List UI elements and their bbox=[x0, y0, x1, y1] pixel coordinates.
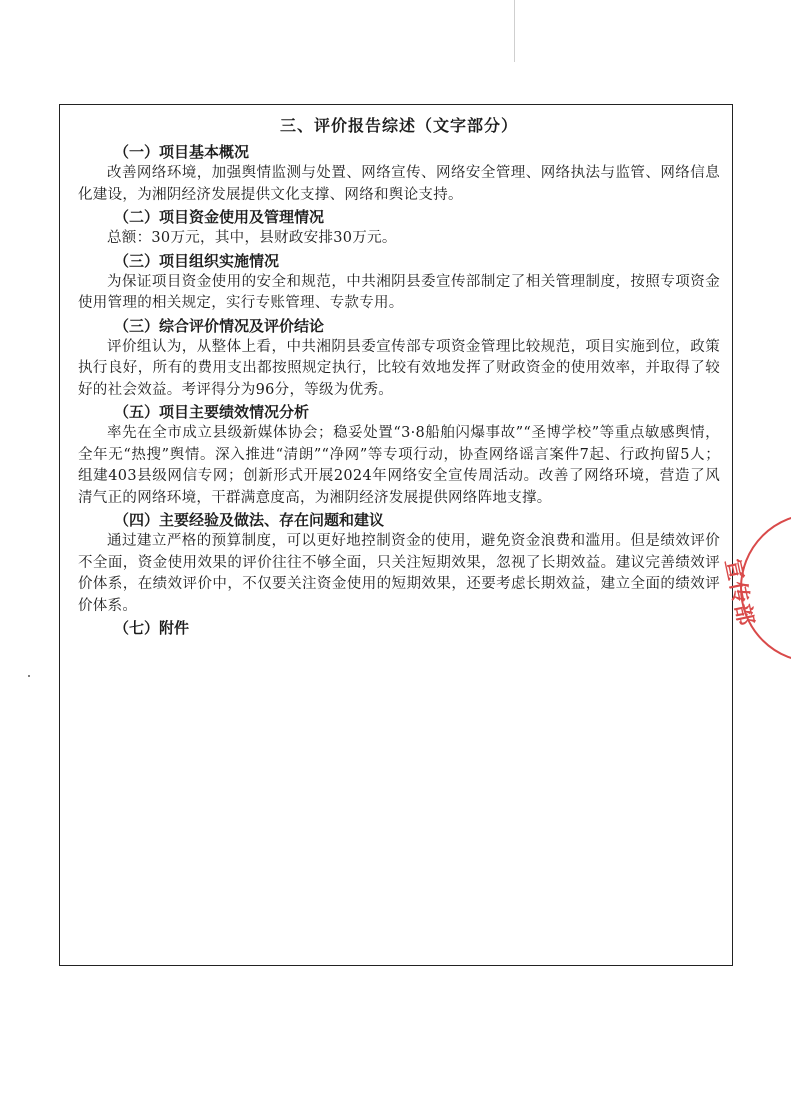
section-heading: （七）附件 bbox=[114, 619, 190, 637]
section-heading: （五）项目主要绩效情况分析 bbox=[114, 403, 310, 421]
section-paragraph: 总额：30万元，其中，县财政安排30万元。 bbox=[107, 230, 397, 246]
section-experience-problems bbox=[78, 510, 720, 617]
section-heading: （三）综合评价情况及评价结论 bbox=[114, 316, 325, 335]
scan-fold-line bbox=[514, 0, 515, 62]
page-title: 三、评价报告综述（文字部分） bbox=[279, 116, 518, 135]
section-paragraph: 评价组认为，从整体上看，中共湘阴县委宣传部专项资金管理比较规范，项目实施到位，政策执行良好，所有的费用支出都按照规定执行，比较有效地发挥了财政资金的使用效率，并取得了较好的社会效益。考评得分为96分，等级为优秀。 bbox=[78, 338, 720, 398]
section-heading: （四）主要经验及做法、存在问题和建议 bbox=[114, 511, 385, 529]
section-heading: （一）项目基本概况 bbox=[114, 143, 250, 161]
section-funds-usage bbox=[78, 207, 720, 250]
section-paragraph: 改善网络环境，加强舆情监测与处置、网络宣传、网络安全管理、网络执法与监管、网络信息化建设，为湘阴经济发展提供文化支撑、网络和舆论支持。 bbox=[78, 165, 720, 203]
section-basic-overview bbox=[78, 142, 720, 206]
section-heading: （三）项目组织实施情况 bbox=[114, 251, 280, 270]
report-frame bbox=[59, 104, 733, 966]
section-heading: （二）项目资金使用及管理情况 bbox=[114, 208, 325, 226]
section-paragraph: 为保证项目资金使用的安全和规范，中共湘阴县委宣传部制定了相关管理制度，按照专项资金使用管理的相关规定，实行专账管理、专款专用。 bbox=[78, 273, 720, 311]
scan-speck bbox=[28, 675, 30, 677]
seal-text: 宣传部 bbox=[720, 556, 760, 630]
section-paragraph: 率先在全市成立县级新媒体协会；稳妥处置“3·8船舶闪爆事故”“圣博学校”等重点敏感舆情，全年无“热搜”舆情。深入推进“清朗”“净网”等专项行动，协查网络谣言案件7起、行政拘留5人；组建403县级网信专网；创新形式开展2024年网络安全宣传周活动。改善了网络环境，营造了风清气正的网络环境，干群满意度高，为湘阴经济发展提供网络阵地支撑。 bbox=[78, 425, 720, 506]
section-attachments bbox=[78, 618, 720, 639]
section-performance-analysis bbox=[78, 402, 720, 509]
section-evaluation-conclusion bbox=[78, 316, 720, 402]
section-implementation bbox=[78, 251, 720, 315]
section-paragraph: 通过建立严格的预算制度，可以更好地控制资金的使用，避免资金浪费和滥用。但是绩效评价不全面，资金使用效果的评价往往不够全面，只关注短期效果，忽视了长期效益。建议完善绩效评价体系，在绩效评价中，不仅要关注资金使用的短期效果，还要考虑长期效益，建立全面的绩效评价体系。 bbox=[78, 533, 720, 614]
